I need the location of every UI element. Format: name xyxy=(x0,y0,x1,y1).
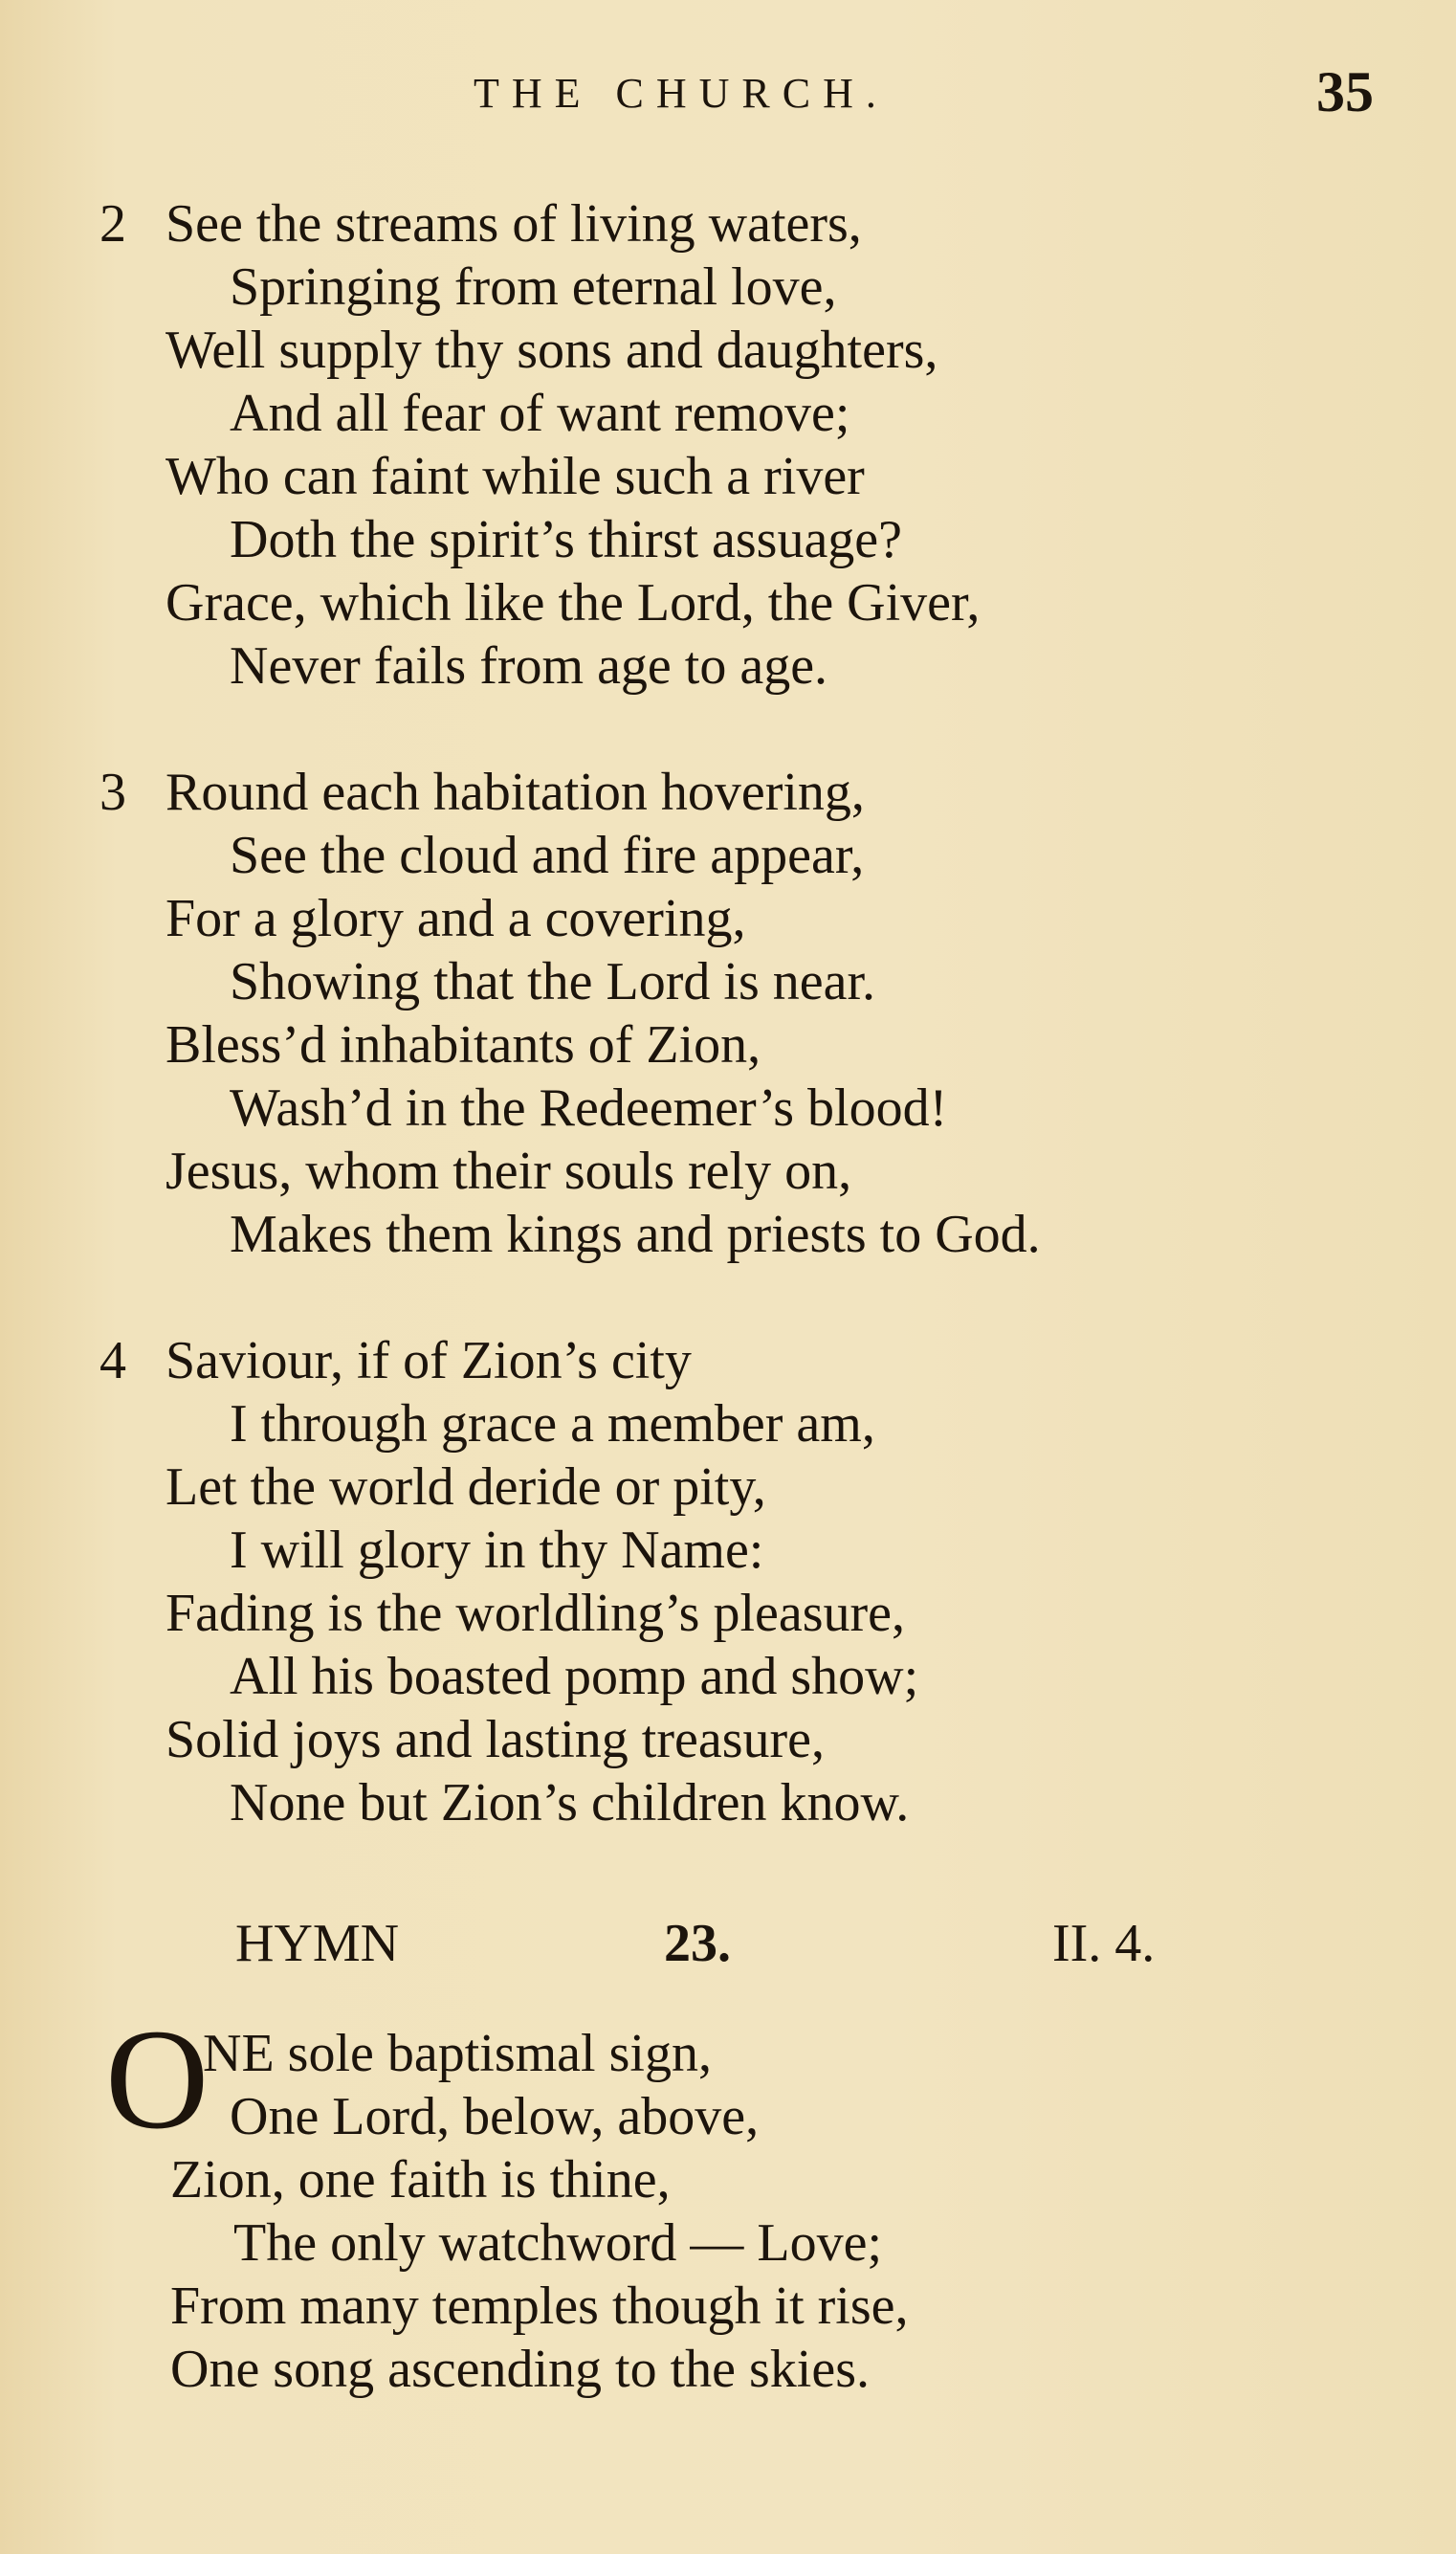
hymn-heading xyxy=(0,1914,1456,1984)
hymn-number: 23. xyxy=(664,1914,731,1973)
verse-line: I will glory in thy Name: xyxy=(230,1521,764,1580)
verse-line: And all fear of want remove; xyxy=(230,384,850,443)
verse-line: Wash’d in the Redeemer’s blood! xyxy=(230,1078,948,1138)
verse-line: I through grace a member am, xyxy=(230,1394,875,1454)
verse-line: Grace, which like the Lord, the Giver, xyxy=(165,573,981,633)
verse-line: One song ascending to the skies. xyxy=(170,2340,870,2399)
verse-line: Let the world deride or pity, xyxy=(165,1457,766,1517)
verse-line: Fading is the worldling’s pleasure, xyxy=(165,1584,906,1643)
verse-line: Springing from eternal love, xyxy=(230,257,837,317)
hymn-meter: II. 4. xyxy=(1052,1914,1156,1973)
running-title: THE CHURCH. xyxy=(474,70,889,117)
verse-line: See the streams of living waters, xyxy=(165,194,862,254)
page-number: 35 xyxy=(1316,60,1374,123)
verse-line: Well supply thy sons and daughters, xyxy=(165,321,938,380)
verse-line: Round each habitation hovering, xyxy=(165,763,865,822)
verse-line: See the cloud and fire appear, xyxy=(230,826,865,885)
verse-line: Saviour, if of Zion’s city xyxy=(165,1331,692,1390)
stanza-number: 3 xyxy=(99,763,126,822)
verse-line: Jesus, whom their souls rely on, xyxy=(165,1142,852,1201)
verse-line: Bless’d inhabitants of Zion, xyxy=(165,1015,761,1075)
hymn-label: HYMN xyxy=(235,1914,400,1973)
verse-line: The only watchword — Love; xyxy=(233,2213,883,2273)
verse-line: One Lord, below, above, xyxy=(230,2087,760,2146)
verse-line: Solid joys and lasting treasure, xyxy=(165,1710,826,1769)
verse-line: None but Zion’s children know. xyxy=(230,1773,910,1832)
verse-line: Never fails from age to age. xyxy=(230,636,828,696)
verse-line: Showing that the Lord is near. xyxy=(230,952,876,1011)
verse-line: NE sole baptismal sign, xyxy=(203,2024,712,2083)
stanza-number: 4 xyxy=(99,1331,126,1390)
verse-line: From many temples though it rise, xyxy=(170,2276,909,2336)
drop-cap: O xyxy=(105,2000,210,2159)
verse-line: All his boasted pomp and show; xyxy=(230,1647,919,1706)
stanza-number: 2 xyxy=(99,194,126,254)
verse-line: Makes them kings and priests to God. xyxy=(230,1205,1041,1264)
verse-line: Who can faint while such a river xyxy=(165,447,865,506)
verse-line: Doth the spirit’s thirst assuage? xyxy=(230,510,903,569)
verse-line: For a glory and a covering, xyxy=(165,889,746,948)
verse-line: Zion, one faith is thine, xyxy=(170,2150,671,2210)
